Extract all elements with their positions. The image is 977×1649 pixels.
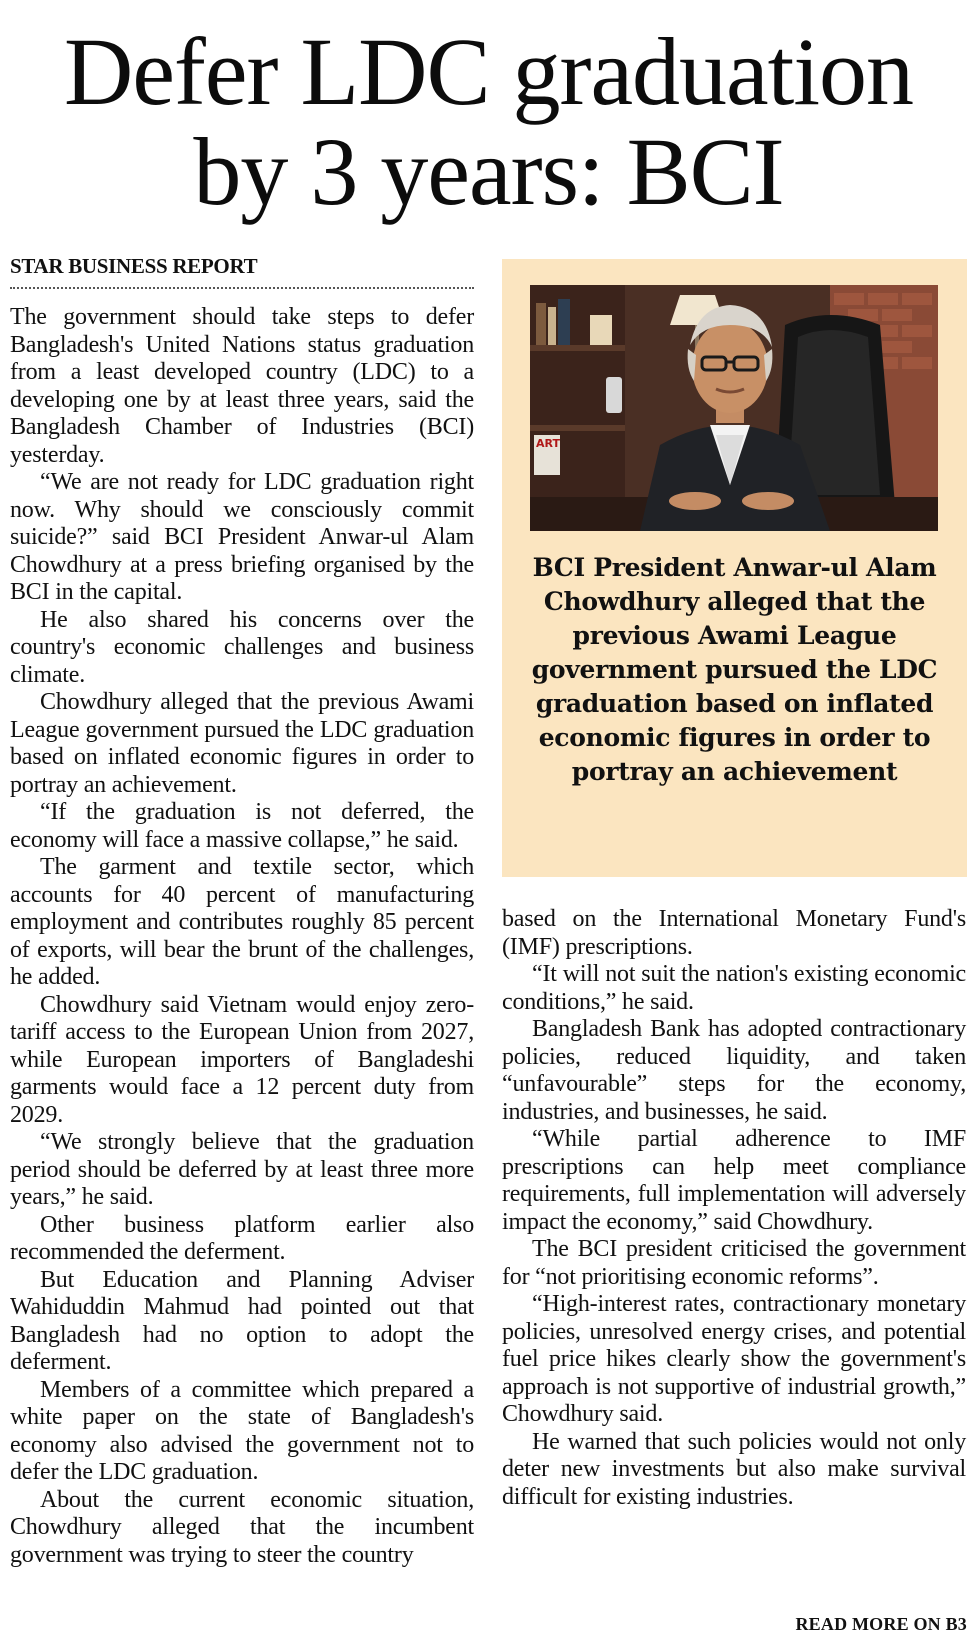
paragraph: Chowdhury said Vietnam would enjoy zero-tariff access to the European Union from 2027, while European importers of Bangladeshi garments would face a 12 percent duty from 2029. — [10, 991, 474, 1128]
paragraph: “We strongly believe that the graduation period should be deferred by at least three more years,” he said. — [10, 1129, 474, 1210]
paragraph: “We are not ready for LDC graduation right now. Why should we consciously commit suicide?” said BCI President Anwar-ul Alam Chowdhury at a press briefing organised by the BCI in the capital. — [10, 469, 474, 605]
article-column-right — [502, 906, 966, 1511]
paragraph: Members of a committee which prepared a white paper on the state of Bangladesh's economy also advised the government not to defer the LDC graduation. — [10, 1376, 474, 1485]
paragraph: based on the International Monetary Fund's (IMF) prescriptions. — [502, 906, 966, 960]
read-more-link[interactable]: READ MORE ON B3 — [795, 1614, 967, 1634]
book-spine-text: ART — [536, 437, 560, 450]
paragraph: About the current economic situation, Chowdhury alleged that the incumbent government was trying to steer the country — [10, 1486, 474, 1568]
photo-caption: BCI President Anwar-ul Alam Chowdhury alleged that the previous Awami League government pursued the LDC graduation based on inflated economic figures in order to portray an achievement — [531, 553, 938, 786]
paragraph: Chowdhury alleged that the previous Awami League government pursued the LDC graduation based on inflated economic figures in order to portray an achievement. — [10, 689, 474, 798]
paragraph: “If the graduation is not deferred, the economy will face a massive collapse,” he said. — [10, 799, 474, 853]
paragraph: “While partial adherence to IMF prescriptions can help meet compliance requirements, full implementation will adversely impact the economy,” said Chowdhury. — [502, 1126, 966, 1235]
paragraph: He warned that such policies would not only deter new investments but also make survival difficult for existing industries. — [502, 1428, 966, 1510]
article-column-left — [10, 304, 474, 1569]
photo-caption-box — [502, 259, 967, 877]
paragraph: The government should take steps to defer Bangladesh's United Nations status graduation from a least developed country (LDC) to a developing one by at least three years, said the Bangladesh Chamber of Industries (BCI) yesterday. — [10, 304, 474, 468]
paragraph: Other business platform earlier also recommended the deferment. — [10, 1211, 474, 1265]
byline: STAR BUSINESS REPORT — [10, 254, 474, 289]
paragraph: Bangladesh Bank has adopted contractionary policies, reduced liquidity, and taken “unfavourable” steps for the economy, industries, and businesses, he said. — [502, 1016, 966, 1125]
headline — [0, 18, 977, 225]
paragraph: “It will not suit the nation's existing economic conditions,” he said. — [502, 961, 966, 1015]
portrait-illustration — [530, 285, 938, 531]
headline-line-1: Defer LDC graduation — [63, 18, 913, 125]
paragraph: “High-interest rates, contractionary monetary policies, unresolved energy crises, and potential fuel price hikes clearly show the government's approach is not supportive of industrial growth,” Chowdhury said. — [502, 1291, 966, 1427]
headline-line-2: by 3 years: BCI — [193, 118, 784, 225]
paragraph: He also shared his concerns over the country's economic challenges and business climate. — [10, 606, 474, 688]
paragraph: The BCI president criticised the government for “not prioritising economic reforms”. — [502, 1236, 966, 1290]
paragraph: The garment and textile sector, which accounts for 40 percent of manufacturing employment and contributes roughly 85 percent of exports, will bear the brunt of the challenges, he added. — [10, 854, 474, 990]
paragraph: But Education and Planning Adviser Wahiduddin Mahmud had pointed out that Bangladesh had no option to adopt the deferment. — [10, 1266, 474, 1375]
portrait-photo — [530, 285, 938, 531]
